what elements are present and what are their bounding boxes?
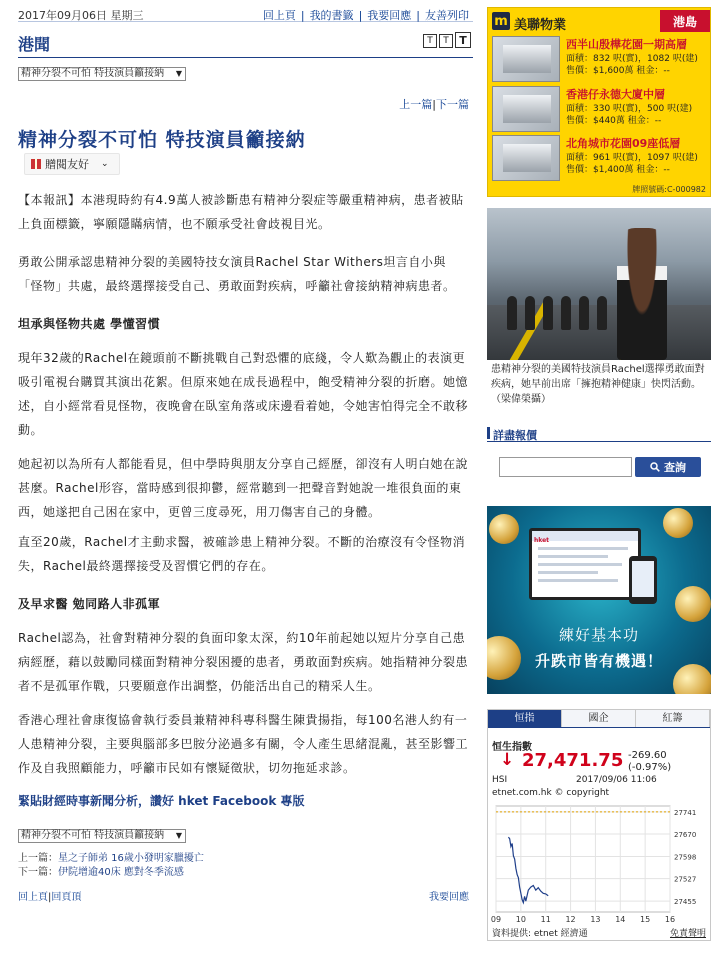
search-icon (650, 462, 660, 472)
article-headline: 精神分裂不可怕 特技演員籲接納 (18, 129, 306, 151)
photo-caption: 患精神分裂的美國特技演員Rachel選擇勇敢面對疾病，她早前出席「擁抱精神健康」快閃活動。（梁偉榮攝） (491, 364, 705, 405)
paragraph: 【本報訊】本港現時約有4.9萬人被診斷患有精神分裂症等嚴重精神病，患者被貼上負面標籤，寧願隱瞞病情，也不願承受社會歧視目光。 (18, 193, 464, 231)
x-tick-label: 11 (540, 915, 551, 924)
paragraph: 香港心理社會康復協會執行委員兼精神科專科醫生陳貴揚指，每100名港人約有一人患精神分裂，主要與腦部多巴胺分泌過多有關，令人產生思緒混亂，甚至影響工作及自我照顧能力，呼籲市民如有懷疑徵狀，切勿拖延求診。 (18, 713, 469, 775)
index-code: HSI (492, 775, 508, 785)
section-title: 港聞 (18, 35, 51, 54)
article-select-value: 精神分裂不可怕 特技演員籲接納 (21, 830, 165, 841)
gift-icon (31, 159, 41, 169)
x-tick-label: 13 (590, 915, 601, 924)
print-link[interactable]: 友善列印 (425, 9, 469, 22)
respond-link[interactable]: 我要回應 (367, 9, 412, 22)
quote-search-title: 詳盡報價 (493, 429, 537, 442)
listing[interactable] (492, 36, 706, 84)
photo-figure (543, 296, 553, 330)
next-related-link[interactable]: 伊院增逾40床 應對冬季流感 (58, 867, 184, 878)
coin-decoration (489, 514, 519, 544)
banner-line-1: 練好基本功 (558, 626, 639, 644)
listing-title: 香港仔永德大廈中層 (566, 88, 665, 101)
next-article-link[interactable]: 下一篇 (436, 98, 469, 111)
index-tabs (488, 710, 710, 728)
chevron-down-icon: ▼ (175, 831, 182, 840)
intraday-chart (488, 800, 710, 924)
y-tick-label: 27527 (674, 875, 697, 884)
y-tick-label: 27670 (674, 831, 697, 840)
share-label: 贈閱友好 (45, 158, 89, 171)
quote-search-button[interactable] (635, 457, 701, 477)
listing-photo (492, 36, 560, 82)
index-name: 恒生指數 (492, 742, 532, 753)
stock-widget (487, 709, 711, 941)
quote-search-input[interactable] (499, 457, 632, 477)
x-tick-label: 15 (640, 915, 651, 924)
x-tick-label: 16 (664, 915, 676, 924)
main-column (18, 0, 473, 903)
listing-title: 北角城市花園09座低層 (566, 137, 681, 150)
prev-next-nav (399, 96, 469, 112)
y-tick-label: 27741 (674, 808, 697, 817)
related-links (18, 852, 204, 880)
separator: | (432, 98, 436, 111)
next-related (18, 866, 204, 880)
next-label: 下一篇： (18, 867, 58, 878)
listing-photo (492, 135, 560, 181)
quote-time: 2017/09/06 11:06 (576, 775, 657, 785)
paragraph: Rachel認為，社會對精神分裂的負面印象太深，約10年前起她以短片分享自己患病經歷，藉以鼓勵同樣面對精神分裂困擾的患者，勇敢面對疾病。她指精神分裂患者不是孤軍作戰，只要願意作出調整，仍能活出自己的精采人生。 (18, 631, 469, 693)
y-tick-label: 27455 (674, 898, 697, 907)
photo-figure (597, 296, 607, 330)
font-small-button[interactable]: T (423, 34, 437, 48)
phone-graphic (629, 556, 657, 604)
quote-search-header (487, 426, 711, 442)
listing[interactable] (492, 135, 706, 183)
header-bar (487, 427, 490, 439)
index-change (628, 750, 671, 774)
copyright: etnet.com.hk © copyright (492, 788, 610, 798)
paragraph: 勇敢公開承認患精神分裂的美國特技女演員Rachel Star Withers坦言自小與「怪物」共處，最終選擇接受自己、勇敢面對疾病，呼籲社會接納精神病患者。 (18, 255, 456, 293)
chevron-down-icon: ⌄ (101, 159, 109, 169)
photo-figure (579, 296, 589, 330)
brand-logo-icon: m (492, 12, 510, 30)
y-tick-label: 27598 (674, 853, 697, 862)
page-top-link[interactable]: 回頁頂 (51, 892, 82, 903)
article-photo[interactable] (487, 208, 711, 360)
tab-redchip[interactable]: 紅籌 (636, 710, 710, 727)
photo-figure (525, 296, 535, 330)
separator: | (300, 9, 305, 22)
listing-area: 面積：961 呎(實)，1097 呎(建) (566, 153, 698, 163)
quote-search (499, 457, 711, 479)
font-size-controls (423, 34, 471, 48)
promo-banner[interactable] (487, 506, 711, 694)
coin-decoration (675, 586, 711, 622)
chevron-down-icon: ▼ (175, 69, 182, 78)
photo-figure (507, 296, 517, 330)
ad-region[interactable]: 港島 (660, 10, 710, 32)
bookmarks-link[interactable]: 我的書籤 (309, 9, 354, 22)
date-label: 2017年09月06日 星期三 (18, 9, 144, 22)
index-value: 27,471.75 (522, 750, 624, 771)
bottom-article-select[interactable] (18, 829, 186, 843)
x-tick-label: 09 (490, 915, 502, 924)
screen-row (538, 579, 618, 582)
font-medium-button[interactable]: T (439, 34, 453, 48)
back-link[interactable]: 回上頁 (262, 9, 296, 22)
separator: | (48, 892, 52, 903)
subheading: 及早求醫 勉同路人非孤軍 (18, 597, 161, 611)
listing-photo (492, 86, 560, 132)
listing-price: 售價：$440萬 租金：-- (566, 116, 662, 126)
screen-row (538, 571, 598, 574)
banner-line-2: 升跌市皆有機遇！ (534, 652, 663, 670)
change-points: -269.60 (628, 750, 667, 761)
screen-row (538, 547, 628, 550)
screen-brand: hket (534, 537, 550, 544)
tab-hsi[interactable]: 恒指 (488, 710, 562, 727)
coin-decoration (663, 508, 693, 538)
screen-header (532, 531, 638, 544)
prev-related-link[interactable]: 星之子師弟 16歲小發明家臘擾亡 (58, 853, 204, 864)
change-percent: (-0.97%) (628, 762, 672, 773)
tab-hscei[interactable]: 國企 (562, 710, 636, 727)
prev-related (18, 852, 204, 866)
listing[interactable] (492, 86, 706, 134)
monitor-graphic (529, 528, 641, 600)
x-tick-label: 12 (565, 915, 576, 924)
x-tick-label: 14 (615, 915, 626, 924)
arrow-down-icon: ↓ (500, 750, 515, 770)
section-header (18, 22, 473, 58)
back-link[interactable]: 回上頁 (18, 892, 48, 903)
license-number: 牌照號碼:C-000982 (632, 185, 706, 194)
font-large-button[interactable]: T (455, 32, 471, 48)
respond-link[interactable]: 我要回應 (429, 892, 469, 903)
facebook-promo-link[interactable]: 緊貼財經時事新聞分析，讚好 hket Facebook 專版 (18, 794, 305, 808)
property-ad[interactable] (487, 7, 711, 197)
prev-label: 上一篇： (18, 853, 58, 864)
footer-nav (18, 888, 81, 903)
disclaimer-link[interactable]: 免責聲明 (669, 929, 706, 939)
listing-title: 西半山殷樺花園一期高層 (566, 38, 687, 51)
article-select-value: 精神分裂不可怕 特技演員籲接納 (21, 68, 165, 79)
top-links (263, 7, 469, 23)
separator: | (416, 9, 420, 22)
listing-price: 售價：$1,600萬 租金：-- (566, 66, 670, 76)
listing-price: 售價：$1,400萬 租金：-- (566, 165, 670, 175)
article-select[interactable] (18, 67, 186, 81)
paragraph: 她起初以為所有人都能看見，但中學時與朋友分享自己經歷，卻沒有人明白她在說甚麼。Rachel形容，當時感到很抑鬱，經常聽到一把聲音對她說一堆很負面的東西，她遂把自己困在家中，更曾三度尋死，用刀傷害自己的身體。 (18, 457, 469, 519)
ad-header (488, 8, 710, 34)
separator: | (358, 9, 363, 22)
paragraph: 直至20歲，Rachel才主動求醫，被確診患上精神分裂。不斷的治療沒有令怪物消失，Rachel最終選擇接受及習慣它們的存在。 (18, 535, 466, 573)
search-button-label: 查詢 (664, 461, 686, 474)
screen-row (538, 563, 622, 566)
data-source: 資料提供: etnet 經濟通 (492, 929, 588, 939)
share-button[interactable] (24, 153, 120, 175)
ad-brand: 美聯物業 (514, 18, 567, 33)
paragraph: 現年32歲的Rachel在鏡頭前不斷挑戰自己對恐懼的底綫，令人歎為觀止的表演更吸引電視台購買其演出花絮。但原來她在成長過程中，飽受精神分裂的折磨。她憶述，自小經常看見怪物，夜晚會在臥室角落或床邊看着她，令她害怕得完全不敢移動。 (18, 351, 469, 437)
listing-area: 面積：832 呎(實)，1082 呎(建) (566, 54, 698, 64)
screen-row (538, 555, 608, 558)
top-bar (18, 0, 473, 22)
listing-area: 面積：330 呎(實)，500 呎(建) (566, 104, 693, 114)
photo-figure (561, 296, 571, 330)
x-tick-label: 10 (515, 915, 526, 924)
prev-article-link[interactable]: 上一篇 (399, 98, 433, 111)
photo-subject (617, 228, 667, 360)
chart-frame (496, 806, 670, 912)
subheading: 坦承與怪物共處 學懂習慣 (18, 317, 161, 331)
